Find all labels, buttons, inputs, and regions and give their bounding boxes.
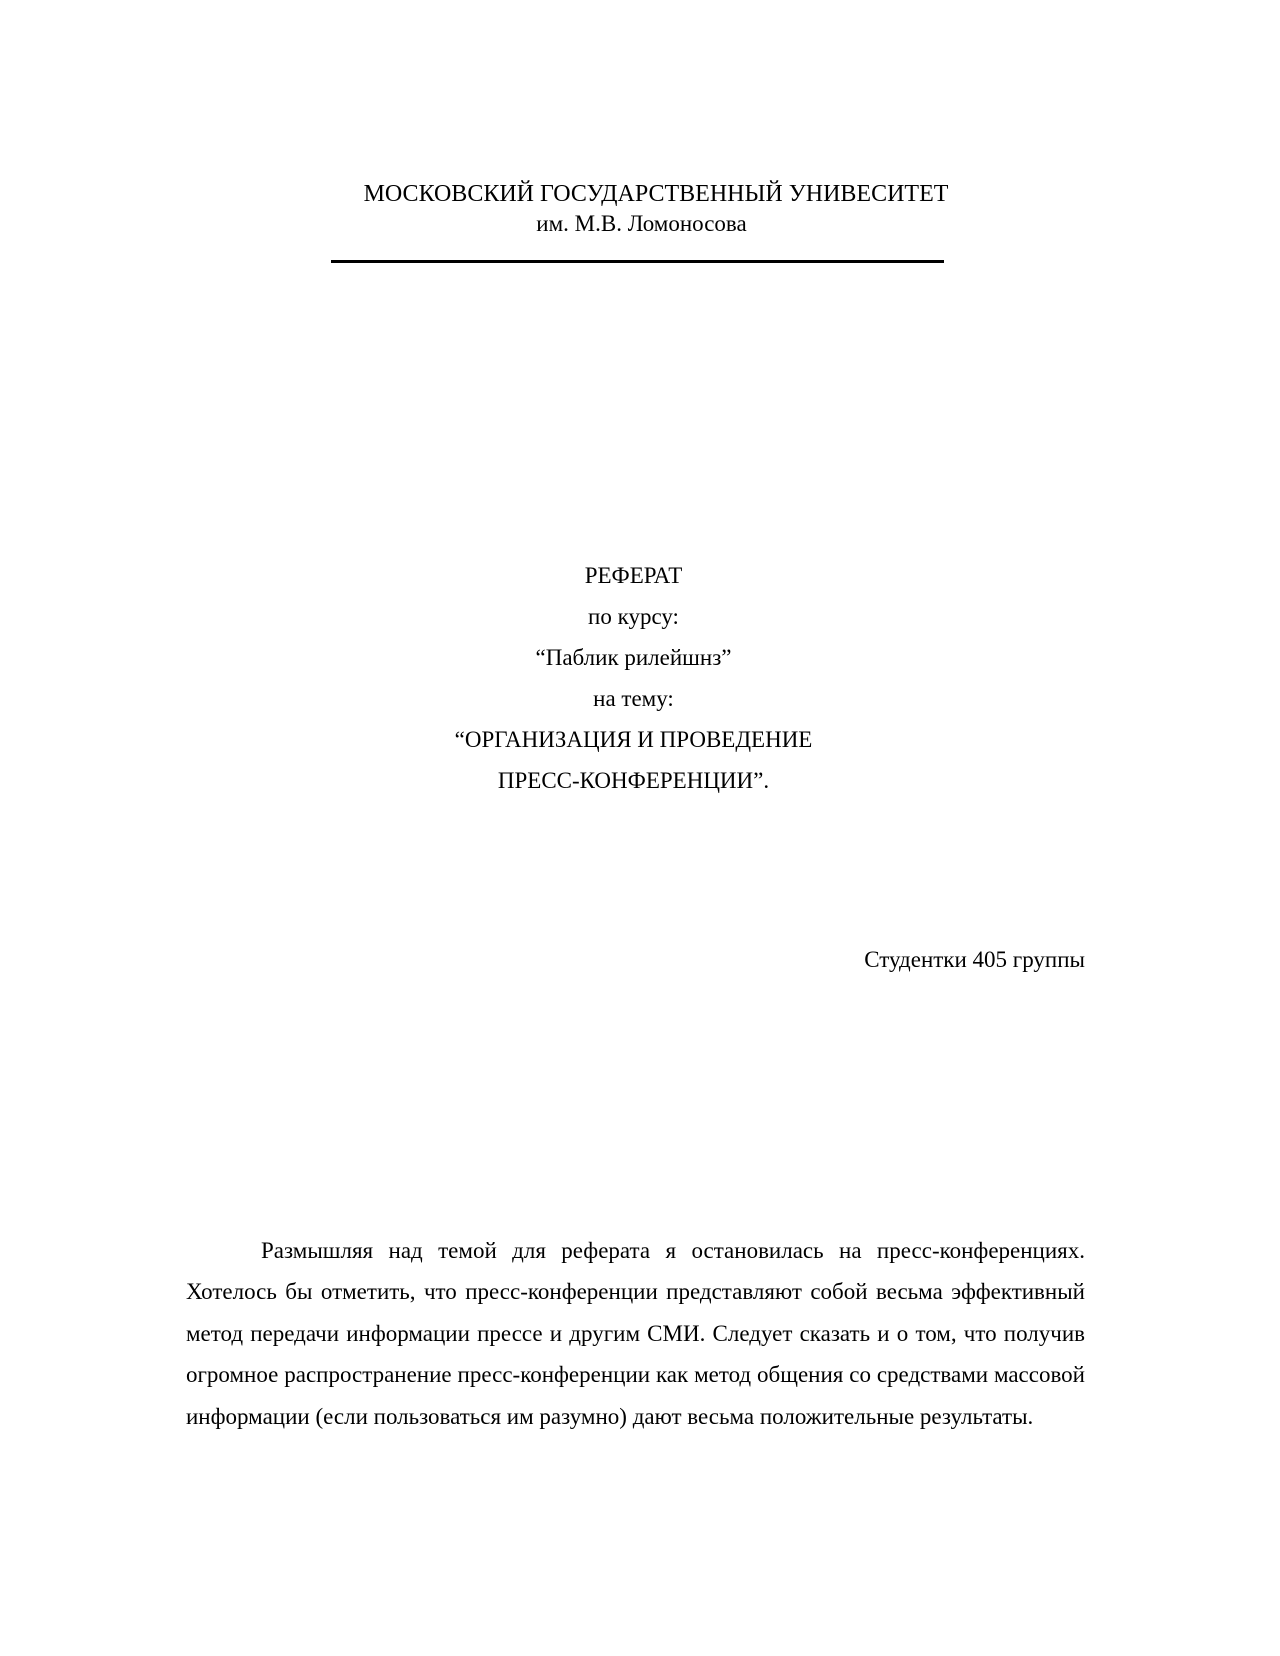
header-divider xyxy=(331,260,944,263)
topic-line-1: “ОРГАНИЗАЦИЯ И ПРОВЕДЕНИЕ xyxy=(454,727,813,752)
topic-line-2: ПРЕСС-КОНФЕРЕНЦИИ”. xyxy=(497,768,770,793)
university-named-after: им. М.В. Ломоносова xyxy=(536,211,747,236)
course-intro: по курсу: xyxy=(588,604,679,629)
body-paragraph: Размышляя над темой для реферата я остановилась на пресс-конференциях. Хотелось бы отметить, что пресс-конференции представляют собой весьма эффективный метод передачи информации прессе и другим СМИ. Следует сказать и о том, что получив огромное распространение пресс-конференции как метод общения со средствами массовой информации (если пользоваться им разумно) дают весьма положительные результаты. xyxy=(186,1238,1085,1429)
course-name: “Паблик рилейшнз” xyxy=(535,645,732,670)
doc-type-title: РЕФЕРАТ xyxy=(584,563,683,588)
topic-intro: на тему: xyxy=(593,686,674,711)
author-label: Студентки 405 группы xyxy=(864,947,1085,972)
university-name: МОСКОВСКИЙ ГОСУДАРСТВЕННЫЙ УНИВЕСИТЕТ xyxy=(363,181,949,207)
title-block xyxy=(0,555,1267,801)
